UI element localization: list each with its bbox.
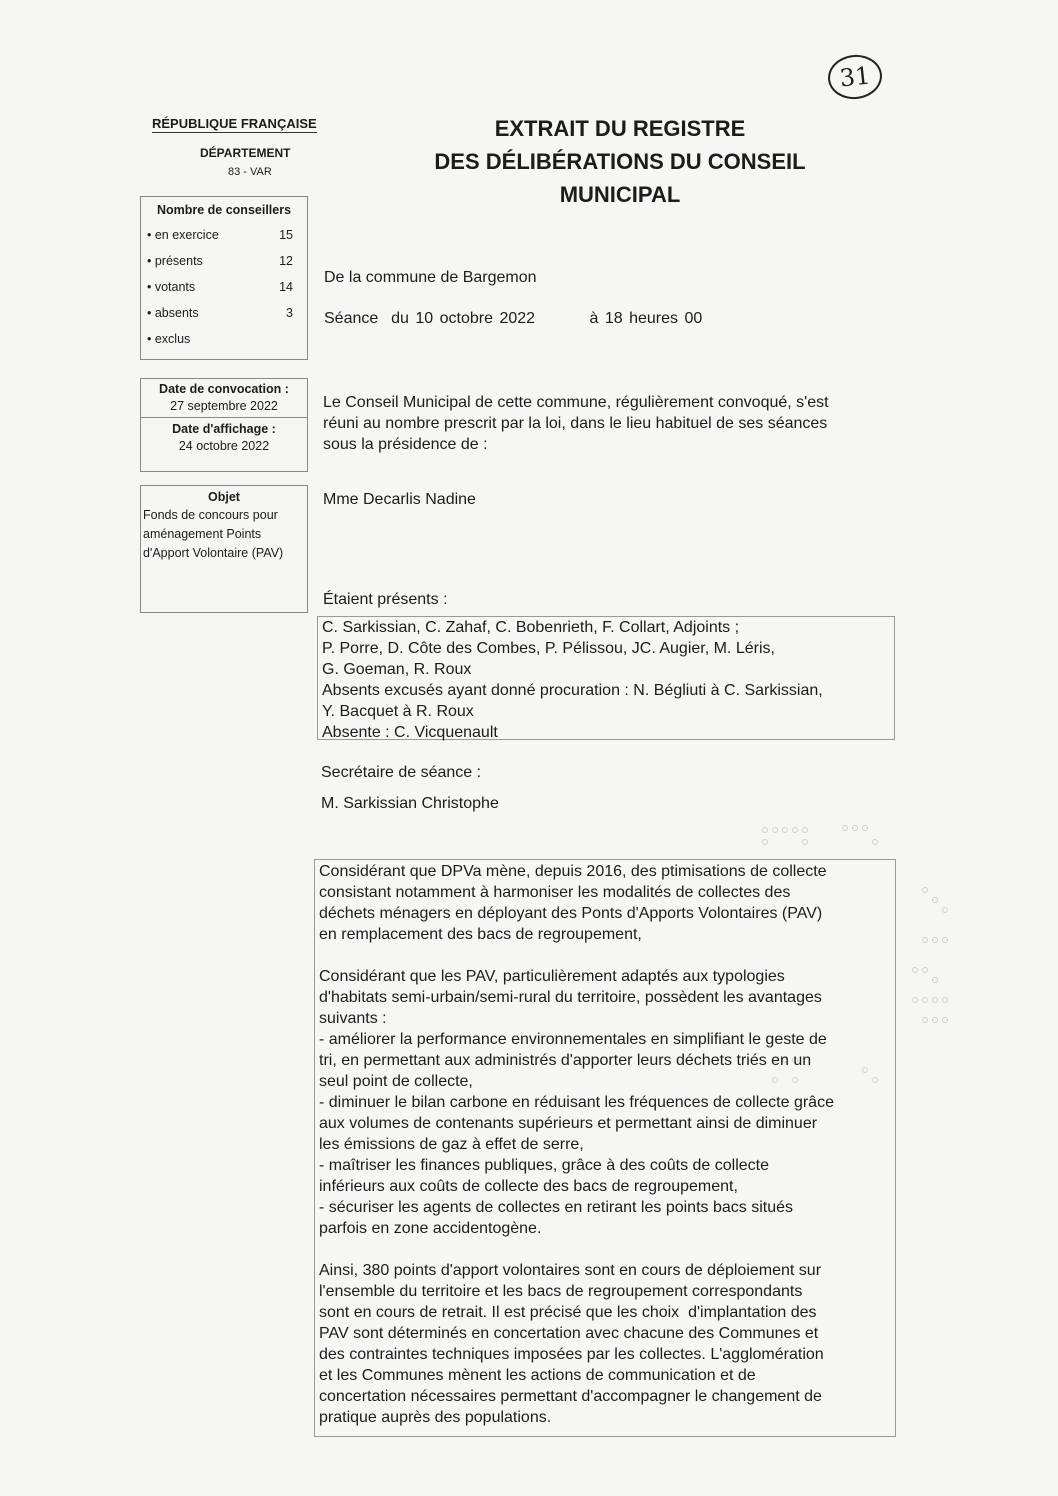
departement-label: DÉPARTEMENT xyxy=(200,146,291,160)
conseillers-row xyxy=(141,279,307,305)
considerant-line: en remplacement des bacs de regroupement, xyxy=(319,926,642,943)
presents-box xyxy=(317,616,895,740)
considerant-line: des contraintes techniques imposées par les collectes. L'agglomération xyxy=(319,1346,824,1363)
conseillers-heading: Nombre de conseillers xyxy=(156,203,292,217)
title-line: EXTRAIT DU REGISTRE xyxy=(494,116,746,141)
considerant-line: Considérant que les PAV, particulièrement adaptés aux typologies xyxy=(319,968,785,985)
page-number: 31 xyxy=(826,52,884,101)
objet-line: d'Apport Volontaire (PAV) xyxy=(143,546,284,560)
presents-line: Y. Bacquet à R. Roux xyxy=(322,703,474,720)
presents-label: Étaient présents : xyxy=(323,591,448,608)
seance-date-line xyxy=(324,308,702,329)
conseillers-row-label: • présents xyxy=(147,254,203,268)
date-affichage-value: 24 octobre 2022 xyxy=(178,439,270,453)
conseillers-row xyxy=(141,331,307,357)
considerant-line: PAV sont déterminés en concertation avec chacune des Communes et xyxy=(319,1325,819,1342)
conseillers-row-label: • en exercice xyxy=(147,228,219,242)
considerant-line: parfois en zone accidentogène. xyxy=(319,1220,542,1237)
presents-line: Absente : C. Vicquenault xyxy=(322,724,498,741)
objet-box xyxy=(140,485,308,613)
considerant-line: et les Communes mènent les actions de communication et de xyxy=(319,1367,756,1384)
considerant-paragraph-2 xyxy=(319,966,891,1239)
considerant-line: consistant notamment à harmoniser les modalités de collectes des xyxy=(319,884,791,901)
seance-heure: à 18 heures 00 xyxy=(589,310,703,327)
considerant-line: concertation nécessaires permettant d'accompagner le changement de xyxy=(319,1388,822,1405)
considerant-line: Considérant que DPVa mène, depuis 2016, des ptimisations de collecte xyxy=(319,863,827,880)
presents-line: P. Porre, D. Côte des Combes, P. Pélissou, JC. Augier, M. Léris, xyxy=(322,640,775,657)
considerant-line: déchets ménagers en déployant des Ponts d'Apports Volontaires (PAV) xyxy=(319,905,823,922)
considerant-line: Ainsi, 380 points d'apport volontaires sont en cours de déploiement sur xyxy=(319,1262,822,1279)
intro-line: sous la présidence de : xyxy=(323,436,488,453)
divider xyxy=(141,417,307,453)
considerant-paragraph-1 xyxy=(319,861,891,945)
presents-line: Absents excusés ayant donné procuration : N. Bégliuti à C. Sarkissian, xyxy=(322,682,823,699)
considerant-line: tri, en permettant aux administrés d'apporter leurs déchets triés en un xyxy=(319,1052,812,1069)
commune: De la commune de Bargemon xyxy=(324,269,537,286)
intro-line: réuni au nombre prescrit par la loi, dans le lieu habituel de ses séances xyxy=(323,415,828,432)
date-affichage-label: Date d'affichage : xyxy=(172,422,276,436)
presidente: Mme Decarlis Nadine xyxy=(323,491,476,508)
conseillers-row-label: • exclus xyxy=(147,332,191,346)
considerant-line: les émissions de gaz à effet de serre, xyxy=(319,1136,584,1153)
conseillers-row-value: 3 xyxy=(286,306,293,320)
considerant-line: seul point de collecte, xyxy=(319,1073,473,1090)
secretaire-name: M. Sarkissian Christophe xyxy=(321,795,499,812)
title-line: DES DÉLIBÉRATIONS DU CONSEIL xyxy=(434,149,806,174)
presents-line: C. Sarkissian, C. Zahaf, C. Bobenrieth, F. Collart, Adjoints ; xyxy=(322,619,740,636)
conseillers-row-value: 14 xyxy=(279,280,293,294)
republique-francaise: RÉPUBLIQUE FRANÇAISE xyxy=(152,116,317,131)
seance-date: Séance du 10 octobre 2022 xyxy=(324,310,536,327)
secretaire-label: Secrétaire de séance : xyxy=(321,764,482,781)
conseillers-row-value: 15 xyxy=(279,228,293,242)
intro-line: Le Conseil Municipal de cette commune, régulièrement convoqué, s'est xyxy=(323,394,829,411)
objet-text xyxy=(141,506,307,563)
departement-value: 83 - VAR xyxy=(228,166,272,178)
convocation-box xyxy=(140,378,308,472)
considerant-line: sont en cours de retrait. Il est précisé que les choix d'implantation des xyxy=(319,1304,817,1321)
presents-line: G. Goeman, R. Roux xyxy=(322,661,472,678)
objet-line: aménagement Points xyxy=(143,527,262,541)
considerant-line: - sécuriser les agents de collectes en retirant les points bacs situés xyxy=(319,1199,794,1216)
conseillers-row-value: 12 xyxy=(279,254,293,268)
considerant-line: inférieurs aux coûts de collecte des bacs de regroupement, xyxy=(319,1178,738,1195)
date-convocation-label: Date de convocation : xyxy=(159,382,289,396)
considerants-box xyxy=(314,859,896,1437)
considerant-line: - diminuer le bilan carbone en réduisant les fréquences de collecte grâce xyxy=(319,1094,834,1111)
considerant-line: - maîtriser les finances publiques, grâce à des coûts de collecte xyxy=(319,1157,770,1174)
conseillers-box xyxy=(140,196,308,360)
conseillers-row-label: • votants xyxy=(147,280,196,294)
considerant-paragraph-3 xyxy=(319,1260,891,1428)
considerant-line: aux volumes de contenants supérieurs et permettant ainsi de diminuer xyxy=(319,1115,818,1132)
seance-intro xyxy=(323,392,883,455)
conseillers-row xyxy=(141,305,307,331)
conseillers-row xyxy=(141,227,307,253)
conseillers-row xyxy=(141,253,307,279)
date-convocation-value: 27 septembre 2022 xyxy=(170,399,278,413)
considerant-line: l'ensemble du territoire et les bacs de regroupement correspondants xyxy=(319,1283,803,1300)
considerant-line: pratique auprès des populations. xyxy=(319,1409,552,1426)
objet-line: Fonds de concours pour xyxy=(143,508,278,522)
considerant-line: - améliorer la performance environnementales en simplifiant le geste de xyxy=(319,1031,827,1048)
considerant-line: d'habitats semi-urbain/semi-rural du territoire, possèdent les avantages xyxy=(319,989,822,1006)
document-title xyxy=(400,112,840,211)
considerant-line: suivants : xyxy=(319,1010,387,1027)
title-line: MUNICIPAL xyxy=(559,182,681,207)
conseillers-row-label: • absents xyxy=(147,306,199,320)
objet-heading: Objet xyxy=(208,490,240,504)
